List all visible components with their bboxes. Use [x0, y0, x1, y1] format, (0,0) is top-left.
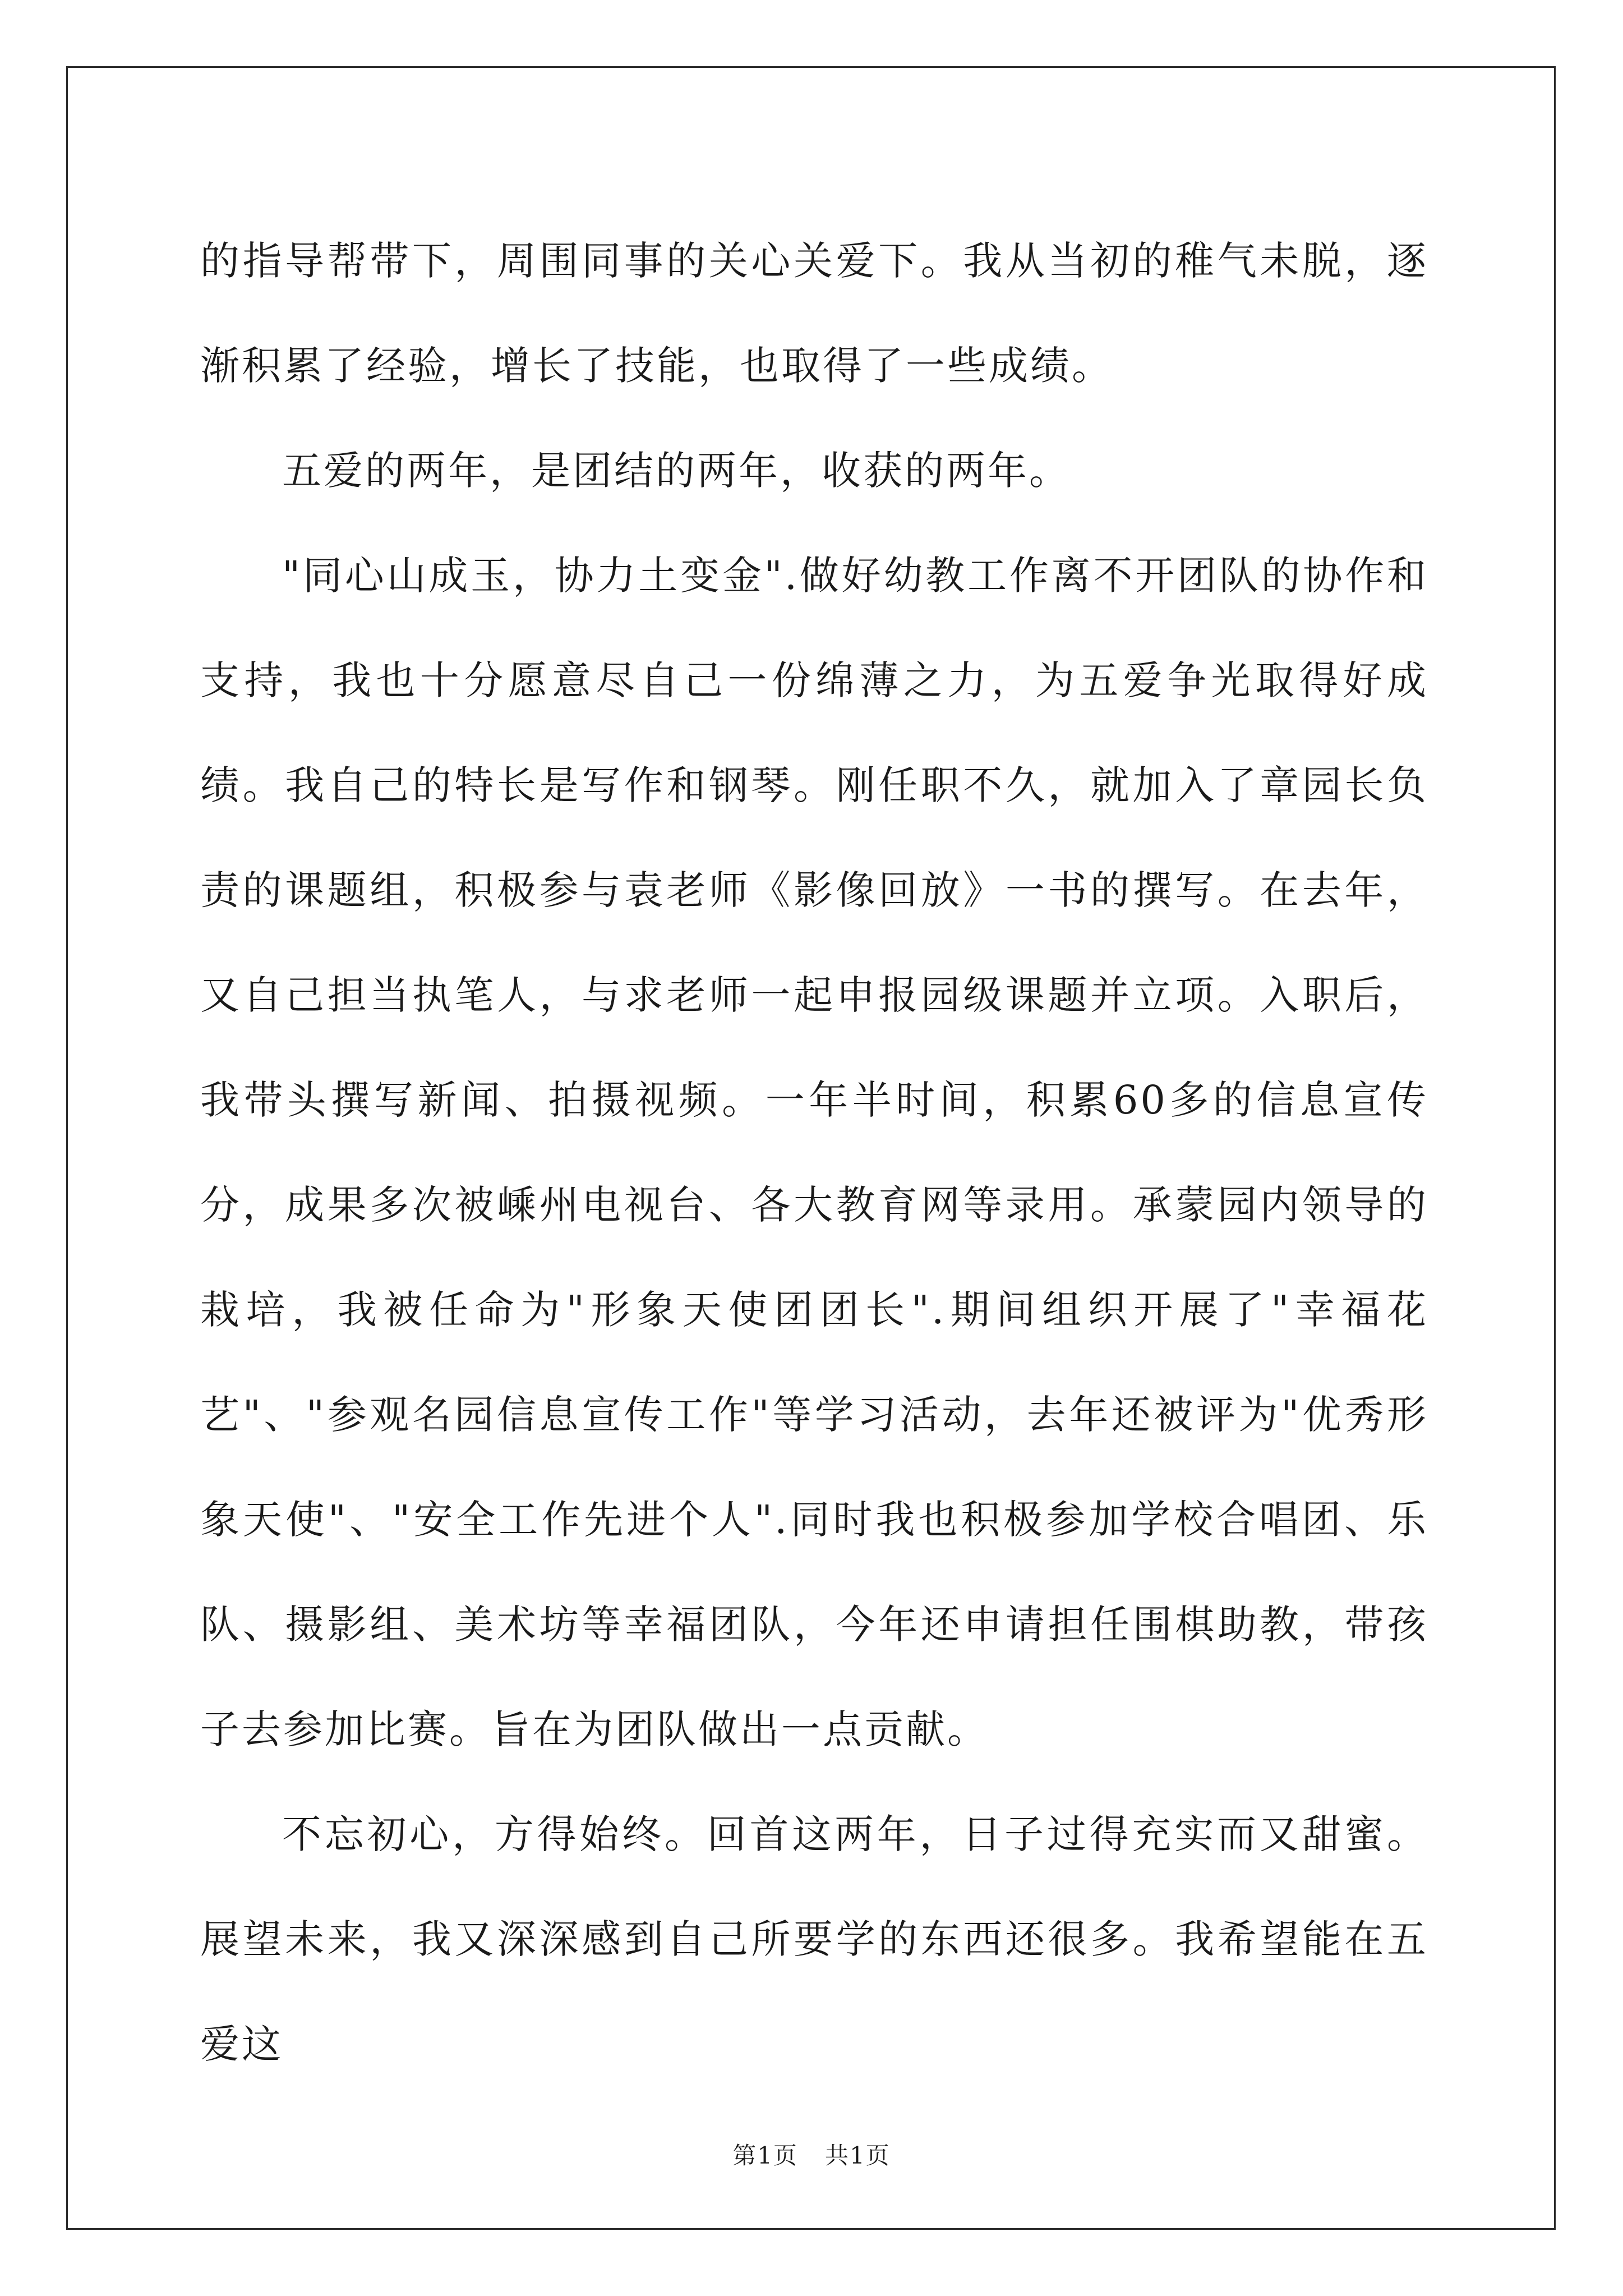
page-footer	[0, 2139, 1623, 2173]
paragraph-2: 五爱的两年，是团结的两年，收获的两年。	[282, 448, 1071, 494]
paragraph-4: 不忘初心，方得始终。回首这两年，日子过得充实而又甜蜜。展望未来，我又深深感到自己所要学的东西还很多。我希望能在五爱这	[200, 1811, 1428, 2067]
page-number: 第1页	[732, 2142, 798, 2169]
document-body	[200, 209, 1428, 2097]
paragraph-1: 的指导帮带下，周围同事的关心关爱下。我从当初的稚气未脱，逐渐积累了经验，增长了技能，也取得了一些成绩。	[200, 238, 1428, 389]
paragraph-3: "同心山成玉，协力土变金".做好幼教工作离不开团队的协作和支持，我也十分愿意尽自己一份绵薄之力，为五爱争光取得好成绩。我自己的特长是写作和钢琴。刚任职不久，就加入了章园长负责的课题组，积极参与袁老师《影像回放》一书的撰写。在去年，又自己担当执笔人，与求老师一起申报园级课题并立项。入职后，我带头撰写新闻、拍摄视频。一年半时间，积累60多的信息宣传分，成果多次被嵊州电视台、各大教育网等录用。承蒙园内领导的栽培，我被任命为"形象天使团团长".期间组织开展了"幸福花艺"、"参观名园信息宣传工作"等学习活动，去年还被评为"优秀形象天使"、"安全工作先进个人".同时我也积极参加学校合唱团、乐队、摄影组、美术坊等幸福团队，今年还申请担任围棋助教，带孩子去参加比赛。旨在为团队做出一点贡献。	[200, 553, 1428, 1752]
page-count: 共1页	[825, 2142, 891, 2169]
